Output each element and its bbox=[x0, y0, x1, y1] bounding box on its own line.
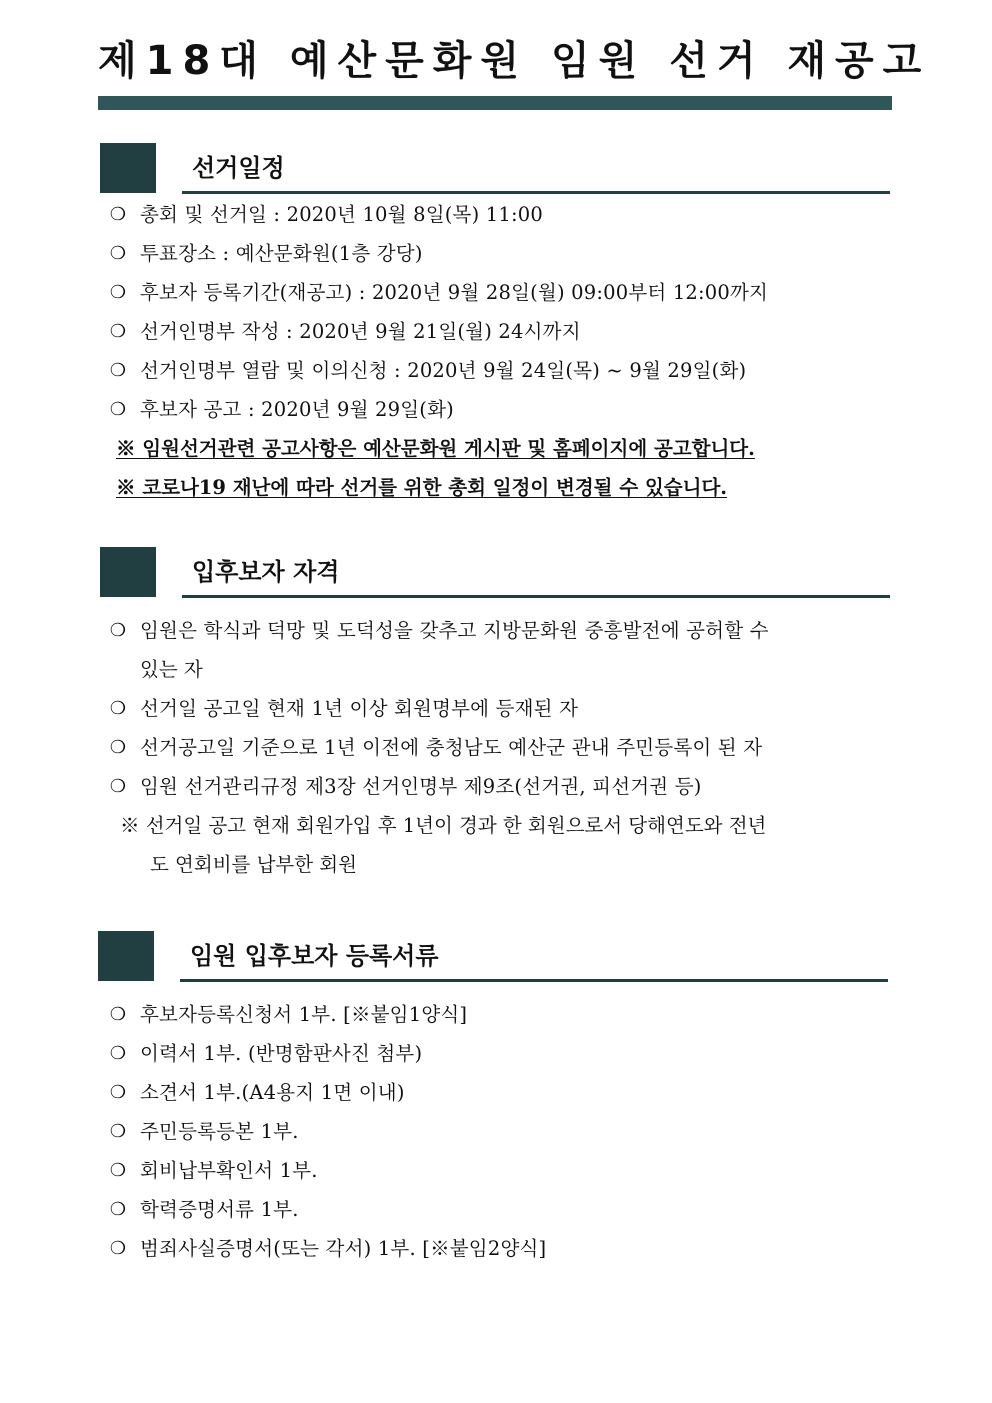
circle-bullet-icon: ❍ bbox=[109, 282, 127, 303]
schedule-list bbox=[106, 195, 768, 507]
circle-bullet-icon: ❍ bbox=[109, 620, 127, 641]
list-item: ❍ 임원은 학식과 덕망 및 도덕성을 갖추고 지방문화원 중흥발전에 공허할 수 bbox=[106, 611, 769, 650]
section-underline bbox=[182, 191, 890, 194]
section-marker bbox=[100, 547, 156, 597]
section-underline bbox=[180, 979, 888, 982]
list-item: ❍ 선거인명부 작성 : 2020년 9월 21일(월) 24시까지 bbox=[106, 312, 768, 351]
circle-bullet-icon: ❍ bbox=[109, 360, 127, 381]
list-item: ❍ 주민등록등본 1부. bbox=[106, 1112, 546, 1151]
list-item: ❍ 투표장소 : 예산문화원(1층 강당) bbox=[106, 234, 768, 273]
list-item: ❍ 선거일 공고일 현재 1년 이상 회원명부에 등재된 자 bbox=[106, 689, 769, 728]
documents-list bbox=[106, 995, 546, 1268]
list-item: ❍ 소견서 1부.(A4용지 1면 이내) bbox=[106, 1073, 546, 1112]
list-item-continuation: 있는 자 bbox=[140, 658, 203, 681]
section-underline bbox=[182, 595, 890, 598]
circle-bullet-icon: ❍ bbox=[109, 1082, 127, 1103]
circle-bullet-icon: ❍ bbox=[109, 399, 127, 420]
list-item: ❍ 학력증명서류 1부. bbox=[106, 1190, 546, 1229]
section-heading-qualification: 입후보자 자격 bbox=[192, 558, 340, 586]
list-item: ❍ 회비납부확인서 1부. bbox=[106, 1151, 546, 1190]
section-heading-documents: 임원 입후보자 등록서류 bbox=[190, 942, 439, 970]
circle-bullet-icon: ❍ bbox=[109, 1199, 127, 1220]
list-item: ❍ 선거공고일 기준으로 1년 이전에 충청남도 예산군 관내 주민등록이 된 자 bbox=[106, 728, 769, 767]
notice-note-continuation: 도 연회비를 납부한 회원 bbox=[150, 853, 357, 876]
circle-bullet-icon: ❍ bbox=[109, 1004, 127, 1025]
title-underline-bar bbox=[98, 96, 892, 110]
list-item: ❍ 총회 및 선거일 : 2020년 10월 8일(목) 11:00 bbox=[106, 195, 768, 234]
circle-bullet-icon: ❍ bbox=[109, 1121, 127, 1142]
circle-bullet-icon: ❍ bbox=[109, 1043, 127, 1064]
circle-bullet-icon: ❍ bbox=[109, 243, 127, 264]
list-item: ❍ 임원 선거관리규정 제3장 선거인명부 제9조(선거권, 피선거권 등) bbox=[106, 767, 769, 806]
notice-note: ※ 선거일 공고 현재 회원가입 후 1년이 경과 한 회원으로서 당해연도와 전년 bbox=[120, 814, 767, 837]
notice-note: ※ 코로나19 재난에 따라 선거를 위한 총회 일정이 변경될 수 있습니다. bbox=[116, 476, 728, 499]
circle-bullet-icon: ❍ bbox=[109, 1160, 127, 1181]
list-item: ❍ 범죄사실증명서(또는 각서) 1부. [※붙임2양식] bbox=[106, 1229, 546, 1268]
circle-bullet-icon: ❍ bbox=[109, 321, 127, 342]
circle-bullet-icon: ❍ bbox=[109, 698, 127, 719]
list-item: ❍ 선거인명부 열람 및 이의신청 : 2020년 9월 24일(목) ~ 9월 29일(화) bbox=[106, 351, 768, 390]
list-item: ❍ 후보자 등록기간(재공고) : 2020년 9월 28일(월) 09:00부터 12:00까지 bbox=[106, 273, 768, 312]
circle-bullet-icon: ❍ bbox=[109, 204, 127, 225]
list-item: ❍ 후보자 공고 : 2020년 9월 29일(화) bbox=[106, 390, 768, 429]
qualification-list bbox=[106, 611, 769, 884]
circle-bullet-icon: ❍ bbox=[109, 776, 127, 797]
list-item: ❍ 이력서 1부. (반명함판사진 첨부) bbox=[106, 1034, 546, 1073]
circle-bullet-icon: ❍ bbox=[109, 1238, 127, 1259]
section-marker bbox=[98, 931, 154, 981]
section-marker bbox=[100, 143, 156, 193]
section-heading-schedule: 선거일정 bbox=[192, 154, 285, 182]
list-item: ❍ 후보자등록신청서 1부. [※붙임1양식] bbox=[106, 995, 546, 1034]
notice-note: ※ 임원선거관련 공고사항은 예산문화원 게시판 및 홈페이지에 공고합니다. bbox=[116, 437, 755, 460]
circle-bullet-icon: ❍ bbox=[109, 737, 127, 758]
page-title: 제18대 예산문화원 임원 선거 재공고 bbox=[98, 38, 931, 84]
